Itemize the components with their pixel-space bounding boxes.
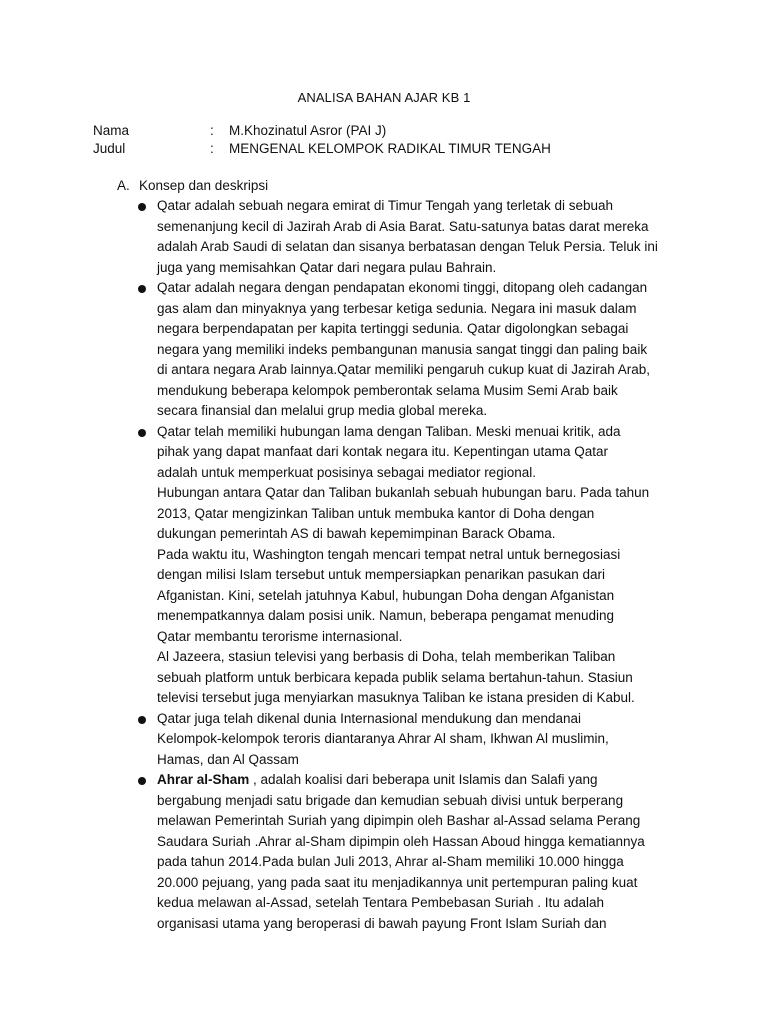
paragraph-line: juga yang memisahkan Qatar dari negara pulau Bahrain. (157, 260, 497, 275)
paragraph-line: kedua melawan al-Assad, setelah Tentara Pembebasan Suriah . Itu adalah (157, 895, 605, 910)
bullet-icon (138, 285, 146, 293)
bullet-icon (138, 203, 146, 211)
paragraph-line: Pada waktu itu, Washington tengah mencari tempat netral untuk bernegosiasi (157, 547, 621, 562)
paragraph-line: pihak yang dapat manfaat dari kontak negara itu. Kepentingan utama Qatar (157, 444, 609, 459)
paragraph-line: televisi tersebut juga menyiarkan masuknya Taliban ke istana presiden di Kabul. (157, 690, 635, 705)
paragraph-line: Qatar adalah sebuah negara emirat di Timur Tengah yang terletak di sebuah (157, 198, 614, 213)
section-letter: A. (117, 178, 130, 193)
paragraph-line: gas alam dan minyaknya yang terbesar ketiga sedunia. Negara ini masuk dalam (157, 301, 637, 316)
bullet-icon (138, 716, 146, 724)
document-title: ANALISA BAHAN AJAR KB 1 (297, 90, 471, 105)
paragraph-line-first (157, 772, 598, 788)
paragraph-line: bergabung menjadi satu brigade dan kemudian sebuah divisi untuk berperang (157, 793, 624, 808)
paragraph-line: Hubungan antara Qatar dan Taliban bukanlah sebuah hubungan baru. Pada tahun (157, 485, 650, 500)
paragraph-line: mendukung beberapa kelompok pemberontak selama Musim Semi Arab baik (157, 383, 618, 398)
section-title: Konsep dan deskripsi (139, 178, 269, 193)
judul-value: MENGENAL KELOMPOK RADIKAL TIMUR TENGAH (229, 141, 551, 156)
paragraph-line: secara finansial dan melalui grup media global mereka. (157, 403, 488, 418)
paragraph-line: Qatar telah memiliki hubungan lama dengan Taliban. Meski menuai kritik, ada (157, 424, 621, 439)
paragraph-line: pada tahun 2014.Pada bulan Juli 2013, Ahrar al-Sham memiliki 10.000 hingga (157, 854, 624, 869)
paragraph-line: melawan Pemerintah Suriah yang dipimpin oleh Bashar al-Assad selama Perang (157, 813, 641, 828)
paragraph-line: adalah Arab Saudi di selatan dan sisanya berbatasan dengan Teluk Persia. Teluk ini (157, 239, 658, 254)
paragraph-line: 20.000 pejuang, yang pada saat itu menjadikannya unit pertempuran paling kuat (157, 875, 638, 890)
term-bold: Ahrar al-Sham (157, 772, 250, 787)
judul-label: Judul (93, 141, 126, 156)
paragraph-line: di antara negara Arab lainnya.Qatar memiliki pengaruh cukup kuat di Jazirah Arab, (157, 362, 651, 377)
judul-colon: : (210, 141, 214, 156)
bullet-icon (138, 429, 146, 437)
paragraph-line: Saudara Suriah .Ahrar al-Sham dipimpin oleh Hassan Aboud hingga kematiannya (157, 834, 645, 849)
term-description: , adalah koalisi dari beberapa unit Islamis dan Salafi yang (249, 772, 598, 787)
paragraph-line: dukungan pemerintah AS di bawah kepemimpinan Barack Obama. (157, 526, 556, 541)
paragraph-line: dengan milisi Islam tersebut untuk mempersiapkan penarikan pasukan dari (157, 567, 605, 582)
paragraph-line: semenanjung kecil di Jazirah Arab di Asia Barat. Satu-satunya batas darat mereka (157, 219, 649, 234)
paragraph-line: Kelompok-kelompok teroris diantaranya Ahrar Al sham, Ikhwan Al muslimin, (157, 731, 609, 746)
paragraph-line: Qatar juga telah dikenal dunia Internasional mendukung dan mendanai (157, 711, 582, 726)
nama-colon: : (210, 123, 214, 138)
paragraph-line: menempatkannya dalam posisi unik. Namun, beberapa pengamat menuding (157, 608, 615, 623)
paragraph-line: negara yang memiliki indeks pembangunan manusia sangat tinggi dan paling baik (157, 342, 648, 357)
paragraph-line: adalah untuk memperkuat posisinya sebagai mediator regional. (157, 465, 536, 480)
paragraph-line: Afganistan. Kini, setelah jatuhnya Kabul, hubungan Doha dengan Afganistan (157, 588, 615, 603)
bullet-icon (138, 777, 146, 785)
nama-label: Nama (93, 123, 130, 138)
paragraph-line: Qatar membantu terorisme internasional. (157, 629, 403, 644)
paragraph-line: Qatar adalah negara dengan pendapatan ekonomi tinggi, ditopang oleh cadangan (157, 280, 648, 295)
nama-value: M.Khozinatul Asror (PAI J) (229, 123, 387, 138)
paragraph-line: sebuah platform untuk berbicara kepada publik selama bertahun-tahun. Stasiun (157, 670, 633, 685)
paragraph-line: organisasi utama yang beroperasi di bawah payung Front Islam Suriah dan (157, 916, 607, 931)
paragraph-line: Al Jazeera, stasiun televisi yang berbasis di Doha, telah memberikan Taliban (157, 649, 616, 664)
paragraph-line: 2013, Qatar mengizinkan Taliban untuk membuka kantor di Doha dengan (157, 506, 595, 521)
paragraph-line: negara berpendapatan per kapita tertinggi sedunia. Qatar digolongkan sebagai (157, 321, 629, 336)
paragraph-line: Hamas, dan Al Qassam (157, 752, 299, 767)
